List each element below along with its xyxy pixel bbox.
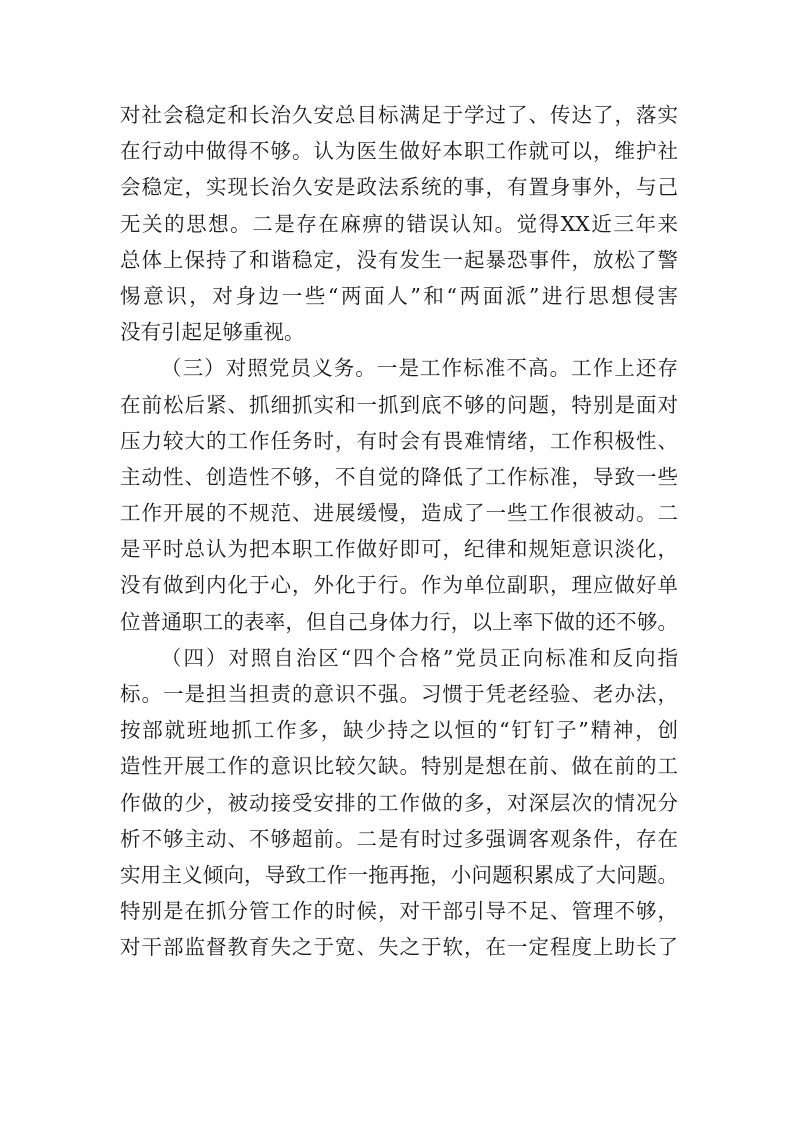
text-line: 没有引起足够重视。: [120, 320, 305, 345]
text-line: 工作开展的不规范、进展缓慢，造成了一些工作很被动。二: [120, 501, 678, 526]
text-line: 按部就班地抓工作多，缺少持之以恒的“钉钉子”精神，创: [120, 718, 678, 743]
text-line: 造性开展工作的意识比较欠缺。特别是想在前、做在前的工: [120, 754, 678, 779]
text-line: 对社会稳定和长治久安总目标满足于学过了、传达了，落实: [120, 103, 678, 127]
paragraph-heading-line: （四）对照自治区“四个合格”党员正向标准和反向指: [161, 645, 678, 670]
body-text: [120, 97, 678, 966]
text-line: 析不够主动、不够超前。二是有时过多强调客观条件，存在: [120, 826, 678, 851]
text-line: 是平时总认为把本职工作做好即可，纪律和规矩意识淡化，: [120, 537, 678, 562]
text-line: 作做的少，被动接受安排的工作做的多，对深层次的情况分: [120, 790, 678, 815]
text-line: 在行动中做得不够。认为医生做好本职工作就可以，维护社: [120, 139, 678, 164]
text-line: 对干部监督教育失之于宽、失之于软，在一定程度上助长了: [120, 935, 678, 960]
text-line: 实用主义倾向，导致工作一拖再拖，小问题积累成了大问题。: [120, 862, 678, 887]
text-line: 惕意识，对身边一些“两面人”和“两面派”进行思想侵害: [120, 283, 678, 308]
text-line: 没有做到内化于心，外化于行。作为单位副职，理应做好单: [120, 573, 678, 598]
text-line: 位普通职工的表率，但自己身体力行，以上率下做的还不够。: [120, 609, 678, 634]
text-line: 标。一是担当担责的意识不强。习惯于凭老经验、老办法，: [120, 682, 678, 706]
paragraph-heading-line: （三）对照党员义务。一是工作标准不高。工作上还存: [161, 356, 678, 381]
text-line: 压力较大的工作任务时，有时会有畏难情绪，工作积极性、: [120, 428, 678, 453]
text-line: 总体上保持了和谐稳定，没有发生一起暴恐事件，放松了警: [120, 247, 678, 272]
text-line: 特别是在抓分管工作的时候，对干部引导不足、管理不够，: [120, 899, 678, 924]
text-line: 会稳定，实现长治久安是政法系统的事，有置身事外，与己: [120, 175, 678, 200]
text-line: 无关的思想。二是存在麻痹的错误认知。觉得XX近三年来: [120, 211, 678, 236]
text-line: 主动性、创造性不够，不自觉的降低了工作标准，导致一些: [120, 464, 678, 489]
text-line: 在前松后紧、抓细抓实和一抓到底不够的问题，特别是面对: [120, 392, 678, 417]
